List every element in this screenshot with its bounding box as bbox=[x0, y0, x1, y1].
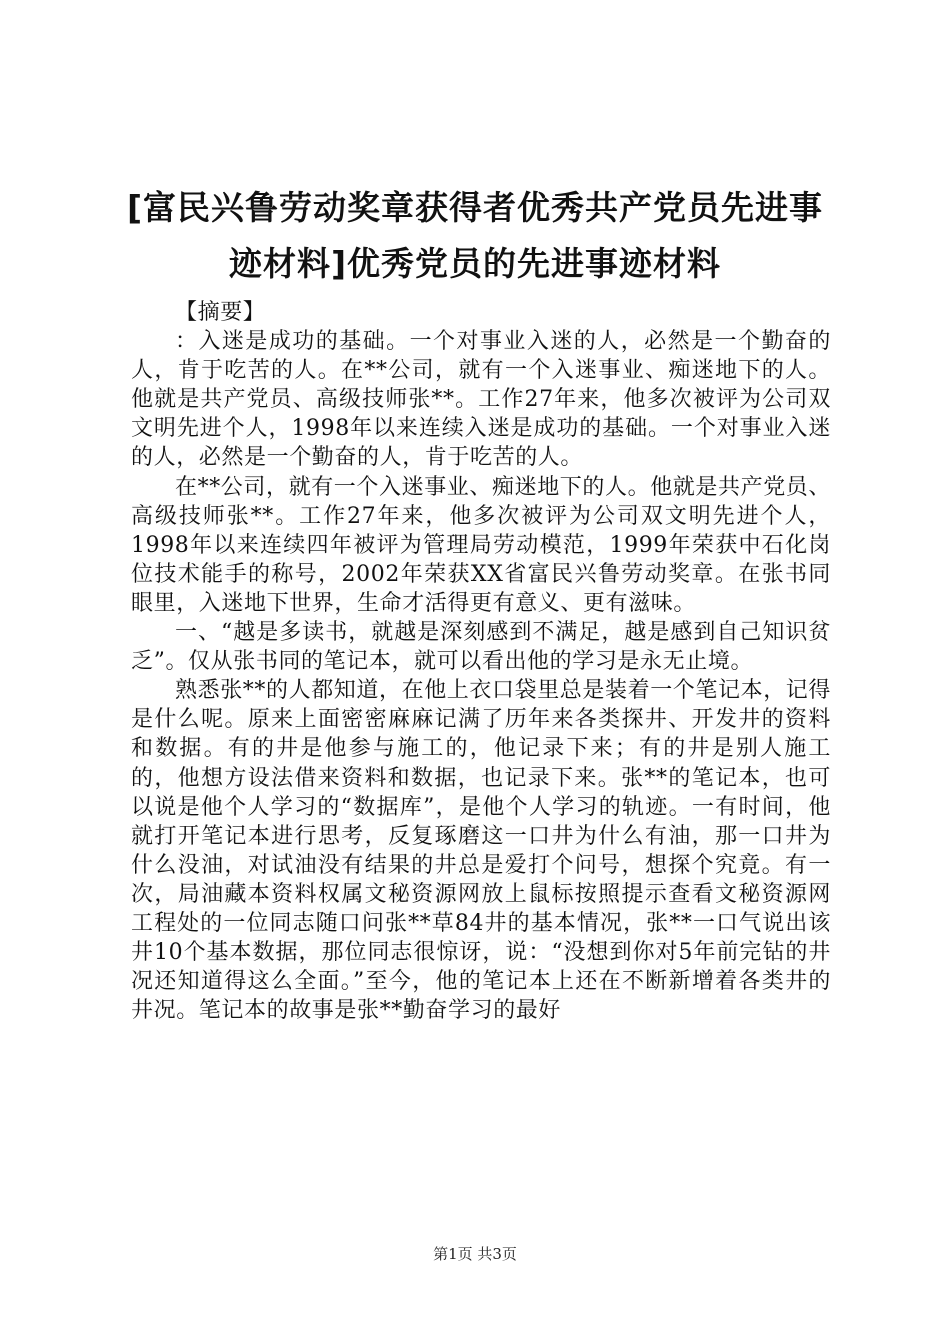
abstract-heading: 【摘要】 bbox=[175, 300, 266, 325]
page-number-footer: 第1页 共3页 bbox=[433, 1245, 517, 1263]
paragraph: ：入迷是成功的基础。一个对事业入迷的人，必然是一个勤奋的人，肯于吃苦的人。在**公司，就有一个入迷事业、痴迷地下的人。他就是共产党员、高级技师张**。工作27年来，他多次被评为公司双文明先进个人，1998年以来连续入迷是成功的基础。一个对事业入迷的人，必然是一个勤奋的人，肯于吃苦的人。 bbox=[131, 329, 831, 471]
document-body bbox=[131, 298, 831, 1025]
document-title: [富民兴鲁劳动奖章获得者优秀共产党员先进事迹材料]优秀党员的先进事迹材料 bbox=[126, 188, 824, 283]
paragraph: 熟悉张**的人都知道，在他上衣口袋里总是装着一个笔记本，记得是什么呢。原来上面密密麻麻记满了历年来各类探井、开发井的资料和数据。有的井是他参与施工的，他记录下来；有的井是别人施工的，他想方设法借来资料和数据，也记录下来。张**的笔记本，也可以说是他个人学习的“数据库”，是他个人学习的轨迹。一有时间，他就打开笔记本进行思考，反复琢磨这一口井为什么有油，那一口井为什么没油，对试油没有结果的井总是爱打个问号，想探个究竟。有一次，局油藏本资料权属文秘资源网放上鼠标按照提示查看文秘资源网工程处的一位同志随口问张**草84井的基本情况，张**一口气说出该井10个基本数据，那位同志很惊讶，说：“没想到你对5年前完钻的井况还知道得这么全面。”至今，他的笔记本上还在不断新增着各类井的井况。笔记本的故事是张**勤奋学习的最好 bbox=[131, 678, 832, 1024]
paragraph: 一、“越是多读书，就越是深刻感到不满足，越是感到自己知识贫乏”。仅从张书同的笔记本，就可以看出他的学习是永无止境。 bbox=[131, 620, 831, 675]
paragraph: 在**公司，就有一个入迷事业、痴迷地下的人。他就是共产党员、高级技师张**。工作27年来，他多次被评为公司双文明先进个人，1998年以来连续四年被评为管理局劳动模范，1999年荣获中石化岗位技术能手的称号，2002年荣获XX省富民兴鲁劳动奖章。在张书同眼里，入迷地下世界，生命才活得更有意义、更有滋味。 bbox=[131, 474, 832, 616]
